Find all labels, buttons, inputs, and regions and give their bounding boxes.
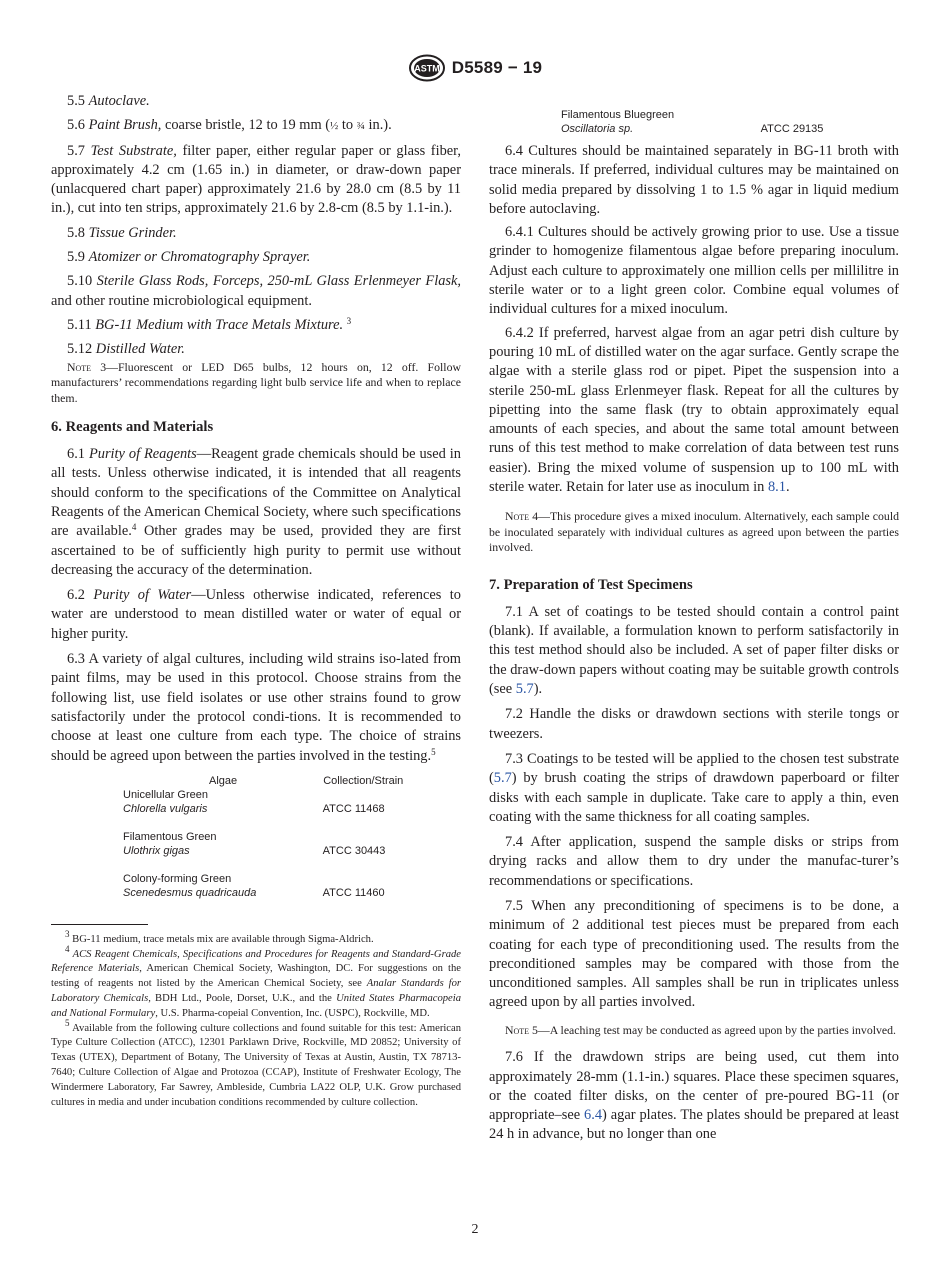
algae-table-continued xyxy=(561,108,899,136)
footnote-divider xyxy=(51,924,148,925)
section-5-10: 5.10 Sterile Glass Rods, Forceps, 250-mL Glass Erlenmeyer Flask, and other routine microbiological equipment. xyxy=(51,273,461,309)
section-7-1: 7.1 A set of coatings to be tested should contain a control paint (blank). If available, a formulation known to perform satisfactorily in this test method should also be included. A set of paper filter disks or the draw-down papers without coating may be suitable growth controls (see 5.7). xyxy=(489,603,899,698)
note-3: Note 3—Fluorescent or LED D65 bulbs, 12 hours on, 12 off. Follow manufacturers’ recommendations regarding light bulb service life and when to replace them. xyxy=(51,359,461,405)
table-row: Colony-forming Green xyxy=(123,872,232,885)
section-6-3: 6.3 A variety of algal cultures, including wild strains iso-lated from paint films, may be used in this protocol. Choose strains from the following list, use field isolates or use other strains found to grow satisfactorily under the protocol condi-tions. It is recommended to choose at least one culture from each type. The choice of strains should be agreed upon between the parties involved in the testing.$^5$ xyxy=(51,651,461,764)
note-5: Note 5—A leaching test may be conducted as agreed upon by the parties involved. xyxy=(505,1022,896,1037)
section-5-9: 5.9 Atomizer or Chromatography Sprayer. xyxy=(67,249,311,266)
ref-link-6-4[interactable]: 6.4 xyxy=(584,1107,603,1124)
section-5-11: 5.11 BG-11 Medium with Trace Metals Mixture. $^3$ xyxy=(67,315,352,333)
table-row: Filamentous Green xyxy=(123,830,217,843)
page-number: 2 xyxy=(471,1222,479,1237)
ref-link-5-7[interactable]: 5.7 xyxy=(493,770,512,787)
note-4: Note 4—This procedure gives a mixed inoculum. Alternatively, each sample could be inoculated separately with individual cultures as agreed upon between the parties involved. xyxy=(489,509,900,555)
table-row: Scenedesmus quadricauda ATCC 11460 xyxy=(123,886,385,899)
algae-table xyxy=(123,774,461,900)
section-7-2: 7.2 Handle the disks or drawdown sections with sterile tongs or tweezers. xyxy=(489,706,899,742)
footnote-4: $^4$ ACS Reagent Chemicals, Specifications and Procedures for Reagents and Standard-Grade Reference Materials, American Chemical Society, Washington, DC. For suggestions on the testing of reagents not listed by the American Chemical Society, see Analar Standards for Laboratory Chemicals, BDH Ltd., Poole, Dorset, U.K., and the United States Pharmacopeia and National Formulary, U.S. Pharma-copeial Convention, Inc. (USPC), Rockville, MD. xyxy=(51,943,462,1019)
table-row: Oscillatoria sp. ATCC 29135 xyxy=(561,123,824,135)
section-6-4: 6.4 Cultures should be maintained separately in BG-11 broth with trace minerals. If preferred, individual cultures may be maintained on solid media prepared by dissolving 1 to 1.5 % agar in liquid medium before autoclaving. xyxy=(489,143,899,217)
section-6-4-2: 6.4.2 If preferred, harvest algae from an agar petri dish culture by pouring 10 mL of distilled water on the agar surface. Gently scrape the algae with a sterile glass rod or pipet. Pipet the suspension into a sterile 250-mL glass Erlenmeyer flask. Repeat for all the cultures by pipetting into the same flask (try to obtain approximately equal amounts of each species, and about the same total amount between runs of this test method to make correlation of data between test runs easier). Bring the mixed volume of suspension up to 100 mL with sterile water. Retain for later use as inoculum in 8.1. xyxy=(489,324,899,496)
column-header-strain: Collection/Strain xyxy=(323,774,404,787)
section-6-2: 6.2 Purity of Water—Unless otherwise indicated, references to water are understood to mean distilled water or water of equal or higher purity. xyxy=(51,587,461,642)
section-6-4-1: 6.4.1 Cultures should be actively growing prior to use. Use a tissue grinder to homogenize filamentous algae before preparing inoculum. Adjust each culture to approximately one million cells per millilitre in sterile water or to a light green color. Combine equal volumes of individual cultures for a mixed inoculum. xyxy=(489,224,899,318)
section-7-heading: 7. Preparation of Test Specimens xyxy=(489,576,693,593)
section-5-8: 5.8 Tissue Grinder. xyxy=(67,224,177,241)
section-5-12: 5.12 Distilled Water. xyxy=(67,341,185,358)
table-row: Chlorella vulgaris ATCC 11468 xyxy=(123,802,385,815)
ref-link-8-1[interactable]: 8.1 xyxy=(767,479,786,496)
section-5-5: 5.5 Autoclave. xyxy=(67,93,150,109)
section-7-5: 7.5 When any preconditioning of specimens is to be done, a minimum of 2 additional test pieces must be prepared from each coating for each type of preconditioning used. The results from the preconditioned samples may be compared with those from the unconditioned samples. All samples shall be run in triplicates unless agreed upon by all parties involved. xyxy=(489,898,899,1011)
section-6-1: 6.1 Purity of Reagents—Reagent grade chemicals should be used in all tests. Unless otherwise indicated, it is intended that all reagents should conform to the specifications of the Committee on Analytical Reagents of the American Chemical Society, where such specifications are available.$^4$ Other grades may be used, provided they are first ascertained to be of sufficiently high purity to permit use without decreasing the accuracy of the determination. xyxy=(51,446,462,578)
section-7-3: 7.3 Coatings to be tested will be applied to the chosen test substrate (5.7) by brush coating the strips of drawdown paperboard or filter disks with each sample in duplicate. Take care to apply a thin, even coating with the same thickness for all coating samples. xyxy=(489,750,899,825)
footnote-3: $^3$ BG-11 medium, trace metals mix are available through Sigma-Aldrich. xyxy=(65,928,374,945)
page-header xyxy=(0,54,950,82)
right-column xyxy=(489,109,900,1149)
document-id: D5589 − 19 xyxy=(451,58,543,77)
section-5-6: 5.6 Paint Brush, coarse bristle, 12 to 19 mm (½ to ¾ in.). xyxy=(67,117,392,134)
table-row: Ulothrix gigas ATCC 30443 xyxy=(123,844,386,857)
section-6-heading: 6. Reagents and Materials xyxy=(51,419,214,436)
section-5-7: 5.7 Test Substrate, filter paper, either regular paper or glass fiber, approximately 4.2 cm (1.65 in.) in diameter, or draw-down paper (unlacquered chart paper) approximately 21.6 by 28.0 cm (8.5 by 11 in.), cut into ten strips, approximately 21.6 by 2.8-cm (8.5 by 1.1-in.). xyxy=(51,142,461,217)
table-header xyxy=(123,774,461,788)
left-column xyxy=(51,92,461,1110)
ref-link-5-7[interactable]: 5.7 xyxy=(515,681,534,698)
table-row: Filamentous Bluegreen xyxy=(561,109,675,121)
section-7-6: 7.6 If the drawdown strips are being used, cut them into approximately 28-mm (1.1-in.) squares. Place these specimen squares, or the coated filter disks, on the center of pre-poured BG-11 (or appropriate–see 6.4) agar plates. The plates should be prepared at least 24 h in advance, but no longer than one xyxy=(489,1049,899,1143)
footnote-5: $^5$ Available from the following culture collections and found suitable for this test: American Type Culture Collection (ATCC), 12301 Parklawn Drive, Rockville, MD 20852; University of Texas (UTEX), Department of Botany, The University of Texas at Austin, Austin, TX 78713-7640; Culture Collection of Algae and Protozoa (CCAP), Institute of Freshwater Ecology, The Windermere Laboratory, Far Sawrey, Ambleside, Cumbria LA22 OLP, U.K. Grow purchased cultures in media and under incubation conditions recommended by culture collection. xyxy=(51,1017,461,1108)
table-row: Unicellular Green xyxy=(123,788,208,801)
astm-logo-text: ASTM xyxy=(414,63,440,74)
astm-logo-icon xyxy=(408,54,446,82)
column-header-algae: Algae xyxy=(209,774,238,787)
section-7-4: 7.4 After application, suspend the sample disks or strips from drying racks and allow them to dry under the manufac-turer’s recommendations or specifications. xyxy=(489,834,899,889)
